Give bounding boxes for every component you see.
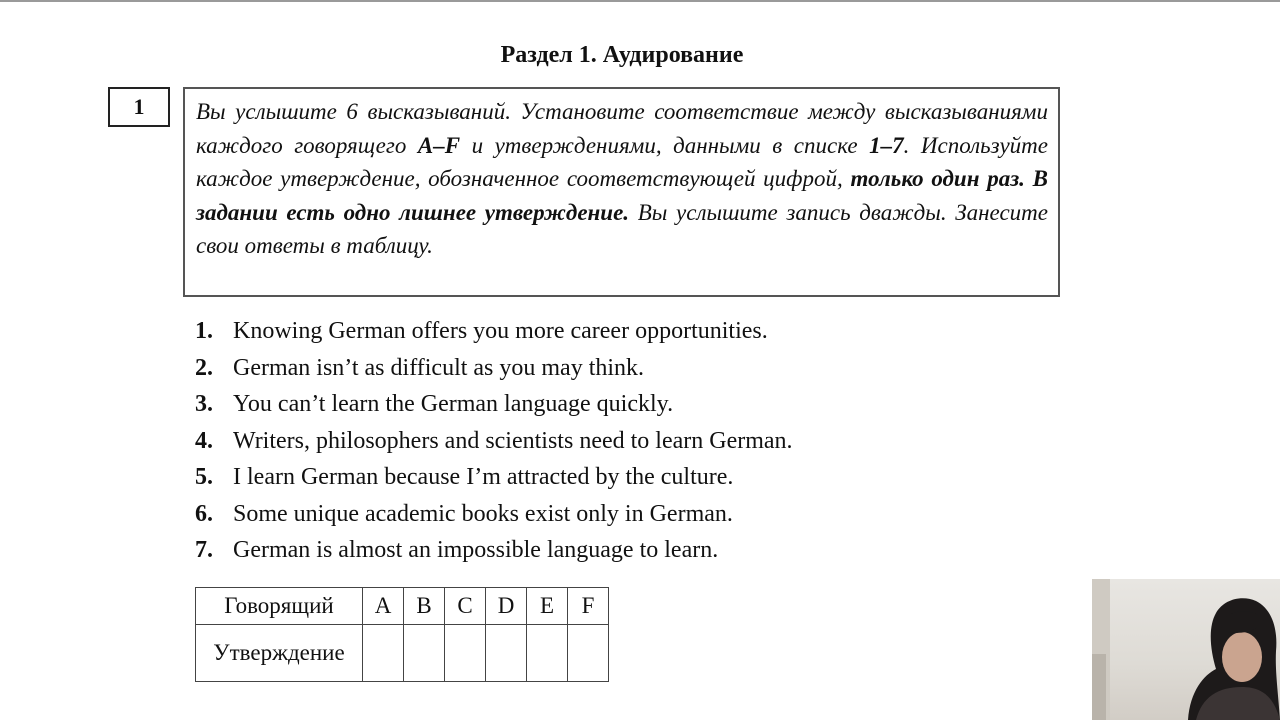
statement-list — [195, 313, 793, 569]
answer-table-answer-row — [196, 625, 609, 682]
statement-text: German isn’t as difficult as you may think. — [233, 354, 645, 381]
statement-number: 4. — [195, 427, 213, 454]
statement-text: Knowing German offers you more career opportunities. — [233, 318, 768, 344]
instruction-text-2: и утверждениями, данными в списке — [460, 132, 870, 158]
webcam-overlay — [1092, 579, 1280, 720]
answer-cell-e[interactable] — [527, 625, 568, 682]
speaker-header-label: Говорящий — [196, 588, 363, 625]
statement-text: Some unique academic books exist only in German. — [233, 500, 733, 527]
answer-table — [195, 587, 609, 682]
speaker-column-e: E — [527, 588, 568, 625]
section-title: Раздел 1. Аудирование — [500, 42, 744, 68]
instruction-box — [183, 87, 1060, 297]
statement-text: German is almost an impossible language to learn. — [233, 537, 719, 563]
answer-table-header-row — [196, 588, 609, 625]
speaker-column-f: F — [568, 588, 609, 625]
speaker-column-d: D — [486, 588, 527, 625]
statement-item — [195, 423, 793, 460]
presenter-silhouette — [1092, 579, 1280, 720]
statement-number: 7. — [195, 537, 213, 563]
statement-item — [195, 459, 793, 496]
answer-cell-d[interactable] — [486, 625, 527, 682]
speakers-range: A–F — [417, 132, 461, 158]
instruction-emphasis-once: только один раз. — [850, 166, 1025, 191]
statement-text: I learn German because I’m attracted by the culture. — [233, 464, 734, 490]
speaker-column-a: A — [363, 588, 404, 625]
answer-cell-c[interactable] — [445, 625, 486, 682]
instruction-emphasis-extra: В задании есть одно лишнее утверждение. — [196, 166, 1048, 225]
statement-number: 3. — [195, 391, 213, 417]
window-top-border — [0, 0, 1280, 2]
answer-cell-f[interactable] — [568, 625, 609, 682]
instruction-text-1: Вы услышите 6 высказываний. Установите соответствие между высказываниями каждого говорящего — [196, 99, 1048, 158]
statement-number: 6. — [195, 500, 213, 527]
statement-item — [195, 532, 793, 569]
statement-number: 1. — [195, 318, 213, 344]
answer-cell-a[interactable] — [363, 625, 404, 682]
statement-item — [195, 350, 793, 387]
statement-number: 5. — [195, 464, 213, 490]
speaker-column-b: B — [404, 588, 445, 625]
task-number: 1 — [133, 94, 145, 119]
statement-item — [195, 386, 793, 423]
statement-item — [195, 313, 793, 350]
statement-number: 2. — [195, 354, 213, 381]
speaker-column-c: C — [445, 588, 486, 625]
answer-cell-b[interactable] — [404, 625, 445, 682]
statement-text: You can’t learn the German language quickly. — [233, 391, 674, 417]
statement-row-label: Утверждение — [196, 625, 363, 682]
statement-text: Writers, philosophers and scientists need to learn German. — [233, 427, 793, 454]
statements-range: 1–7 — [869, 132, 904, 158]
instruction-text-5: Вы услышите запись дважды. Занесите свои ответы в таблицу. — [196, 199, 1048, 258]
instruction-text-3: . Используйте каждое утверждение, обозначенное соответствующей цифрой, — [196, 132, 1048, 191]
instruction-text-4 — [1025, 166, 1033, 191]
task-number-box — [108, 87, 170, 127]
statement-item — [195, 496, 793, 533]
